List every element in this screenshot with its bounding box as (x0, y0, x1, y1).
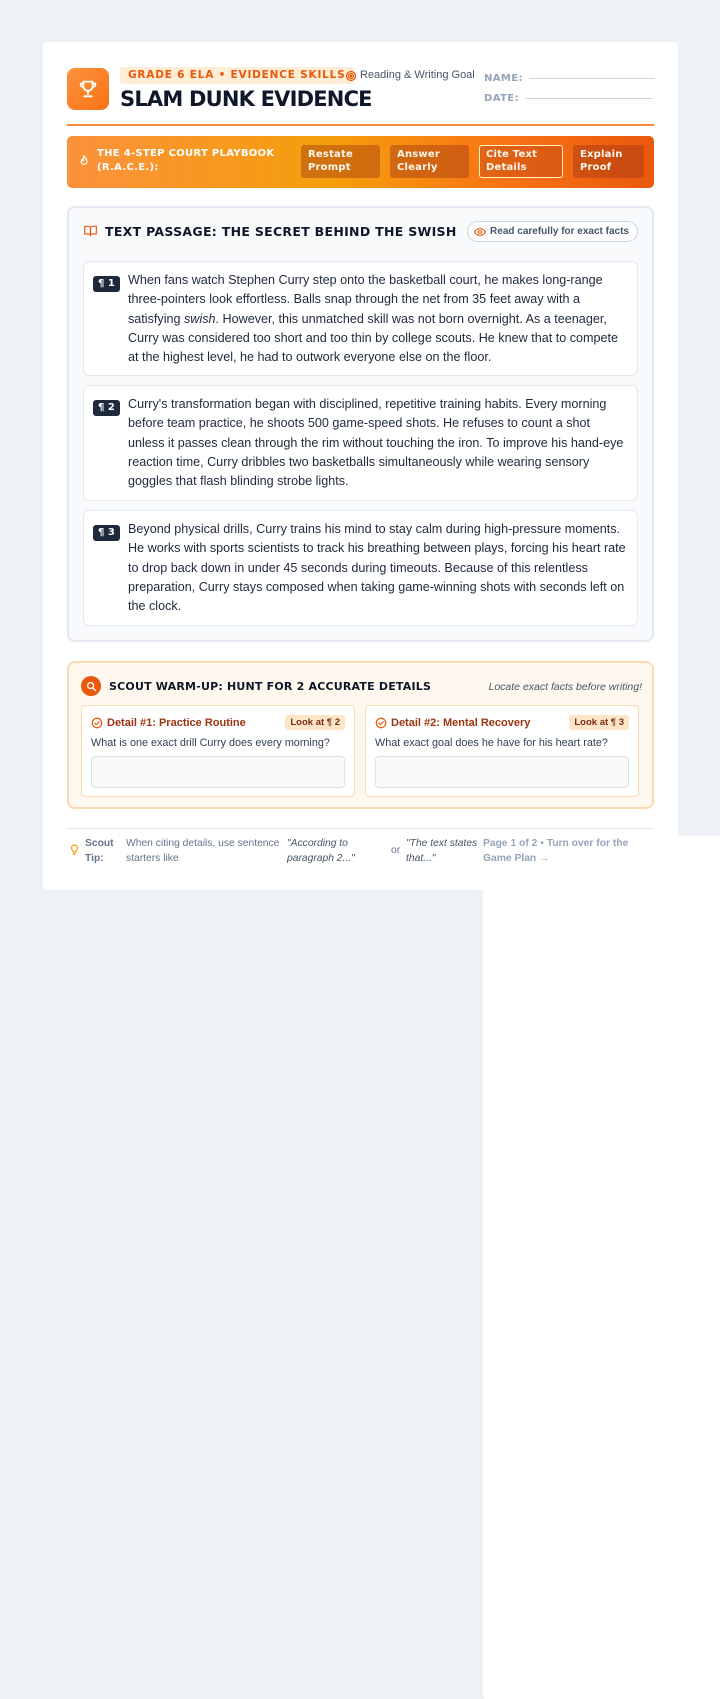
detail-question: What exact goal does he have for his heart rate? (375, 737, 608, 749)
paragraph-text (128, 271, 628, 367)
step-line: Cite Text (486, 149, 538, 160)
tip-or: or (391, 845, 401, 856)
step-line: Clearly (397, 162, 438, 173)
subject-badge: GRADE 6 ELA • EVIDENCE SKILLS (120, 67, 354, 84)
paragraph-3 (83, 510, 638, 626)
step-line: Details (486, 162, 527, 173)
detail-label: Detail #1: Practice Routine (107, 717, 246, 729)
detail-question: What is one exact drill Curry does every morning? (91, 737, 330, 749)
tip-text: When citing details, use sentence (126, 838, 280, 849)
trophy-icon (67, 68, 109, 110)
look-at-badge: Look at ¶ 3 (569, 715, 629, 730)
paragraph-text-part: When fans watch Stephen Curry step onto the basketball court, he makes long-range three-pointers look effortless. Balls snap through the net from 35 feet away with a satisfying (128, 273, 603, 326)
step-cite-text-details (479, 145, 563, 178)
tip-text: starters like (126, 853, 179, 864)
scout-note: Locate exact facts before writing! (488, 681, 642, 693)
paragraph-text: Curry's transformation began with disciplined, repetitive training habits. Every morning before team practice, he shoots 500 game-speed shots. He refuses to count a shot unless it passes clean through the rim without touching the iron. To improve his hand-eye reaction time, Curry dribbles two basketballs simultaneously while wearing sensory goggles that flash blinding strobe lights. (128, 397, 624, 489)
paragraph-number: ¶ 1 (93, 276, 120, 292)
step-line: Restate (308, 149, 353, 160)
step-restate-prompt (301, 145, 380, 178)
sentence-starter-2: "The text states (406, 838, 478, 849)
eye-icon (474, 227, 486, 237)
race-playbook-banner (67, 136, 654, 188)
page-title: SLAM DUNK EVIDENCE (120, 87, 372, 111)
scout-title: SCOUT WARM-UP: HUNT FOR 2 ACCURATE DETAILS (109, 680, 432, 693)
sentence-starter-1: "According to (287, 838, 348, 849)
step-line: Proof (580, 162, 612, 173)
scout-warmup-card (67, 661, 654, 809)
paragraph-text-part: . However, this unmatched skill was not born overnight. As a teenager, Curry was considered too short and too thin by college scouts. He knew that to compete at the highest level, he had to outwork everyone else on the floor. (128, 311, 619, 365)
step-explain-proof (573, 145, 644, 178)
read-carefully-badge (467, 221, 638, 242)
goal-label (345, 68, 475, 83)
date-label: DATE: (484, 93, 519, 104)
goal-text: Reading & Writing Goal (360, 69, 475, 81)
open-book-icon (83, 224, 98, 238)
sentence-starter-2: that..." (406, 853, 436, 864)
footer-divider (67, 828, 654, 829)
paragraph-1 (83, 261, 638, 376)
paragraph-2 (83, 385, 638, 501)
header-divider (67, 124, 654, 126)
worksheet-page (43, 42, 678, 890)
name-field[interactable] (484, 73, 655, 84)
name-label: NAME: (484, 73, 523, 84)
detail-1-answer-input[interactable] (91, 756, 345, 788)
step-answer-clearly (390, 145, 469, 178)
detail-2-answer-input[interactable] (375, 756, 629, 788)
magnifier-icon (81, 676, 101, 696)
paragraph-emphasis: swish (184, 311, 216, 326)
text-passage-card (67, 206, 654, 642)
look-at-badge: Look at ¶ 2 (285, 715, 345, 730)
scout-tip-word: Scout (85, 838, 114, 849)
sentence-starter-1: paragraph 2..." (287, 853, 355, 864)
date-field[interactable] (484, 93, 652, 104)
step-line: Answer (397, 149, 440, 160)
check-circle-icon (91, 717, 103, 729)
paragraph-text: Beyond physical drills, Curry trains his mind to stay calm during high-pressure moments. He works with sports scientists to track his breathing between plays, forcing his heart rate to drop back down in under 45 seconds during timeouts. Because of this relentless preparation, Curry stays composed when taking game-winning shots with seconds left on the clock. (128, 522, 626, 614)
read-hint-text: Read carefully for exact facts (490, 226, 629, 237)
detail-card-practice-routine (81, 705, 355, 797)
passage-title: TEXT PASSAGE: THE SECRET BEHIND THE SWISH (105, 224, 457, 239)
flame-icon (77, 153, 91, 169)
step-line: Prompt (308, 162, 351, 173)
step-line: Explain (580, 149, 623, 160)
lightbulb-icon (70, 844, 79, 856)
check-circle-icon (375, 717, 387, 729)
paragraph-number: ¶ 3 (93, 525, 120, 541)
playbook-label: THE 4-STEP COURT PLAYBOOK (R.A.C.E.): (97, 148, 275, 173)
target-icon (345, 70, 357, 82)
name-line[interactable] (529, 78, 655, 79)
paragraph-number: ¶ 2 (93, 400, 120, 416)
detail-label: Detail #2: Mental Recovery (391, 717, 531, 729)
scout-tip-word: Tip: (85, 853, 104, 864)
page-indicator: Game Plan → (483, 851, 720, 1699)
detail-card-mental-recovery (365, 705, 639, 797)
date-line[interactable] (525, 98, 652, 99)
page-indicator: Page 1 of 2 • Turn over for the (483, 836, 720, 1684)
